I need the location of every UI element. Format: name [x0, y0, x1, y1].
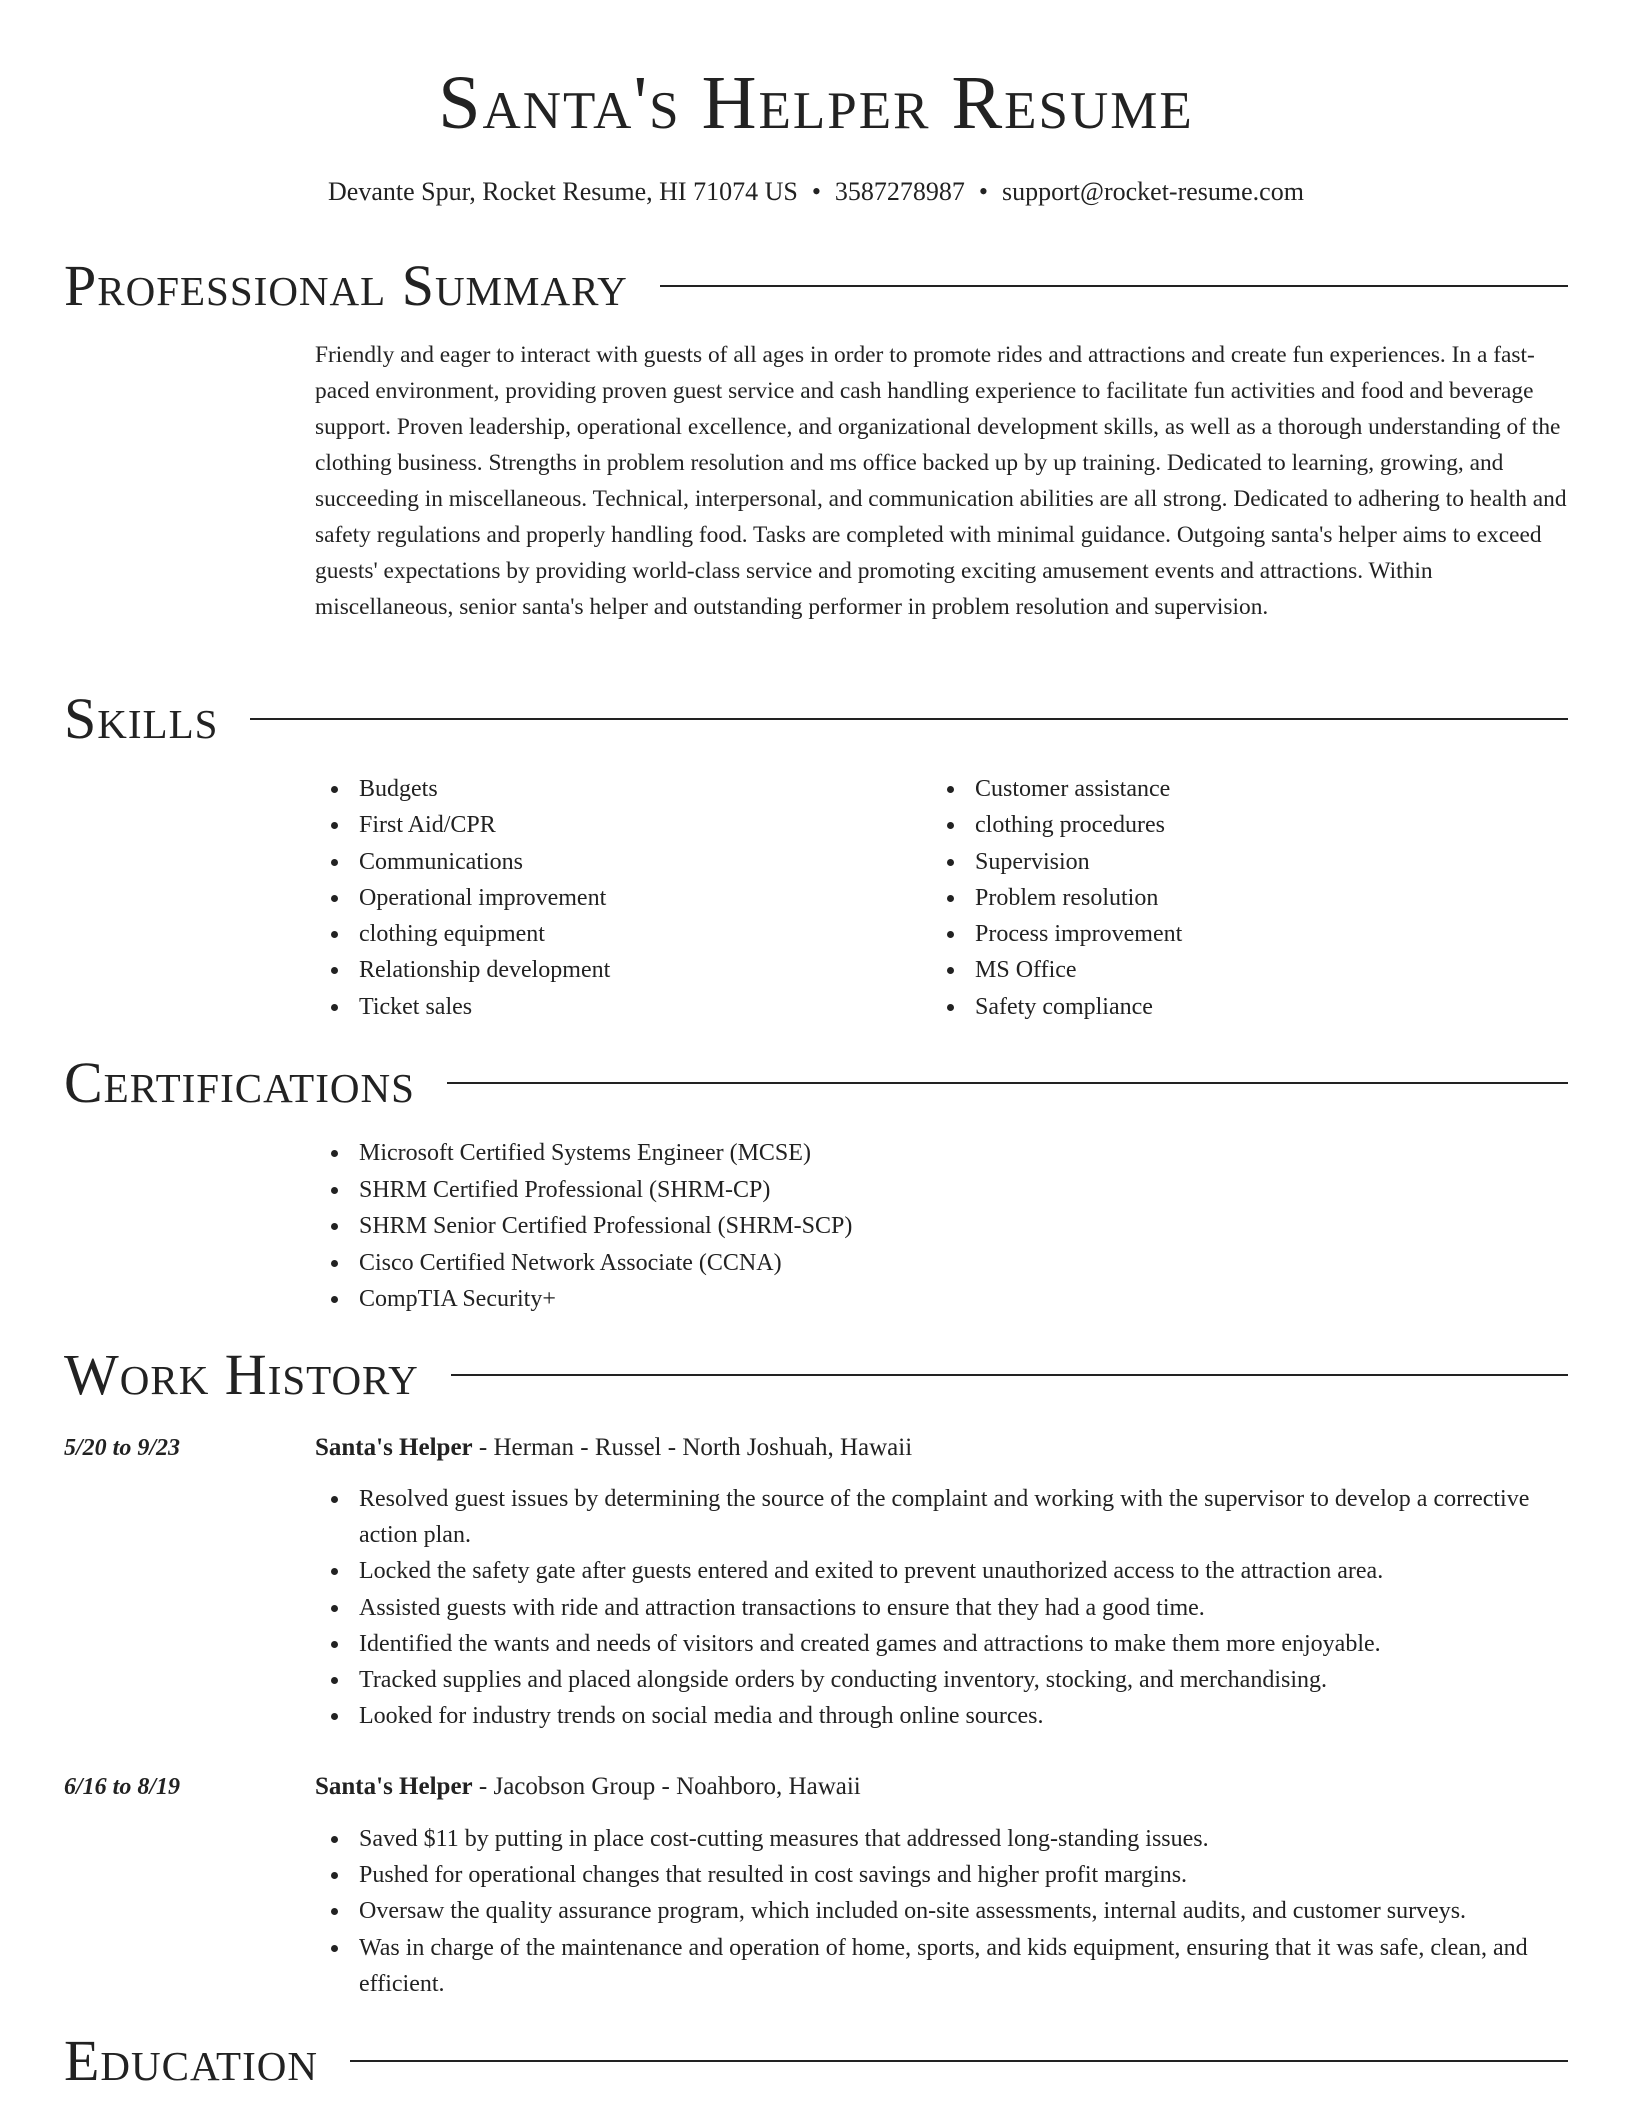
job-heading — [315, 1769, 1568, 1805]
section-professional-summary — [64, 253, 1568, 319]
contact-phone: 3587278987 — [834, 177, 965, 206]
contact-address: Devante Spur, Rocket Resume, HI 71074 US — [328, 177, 798, 206]
job-role: Santa's Helper — [315, 1773, 473, 1800]
certification-item: CompTIA Security+ — [315, 1281, 1568, 1318]
section-skills — [64, 686, 1568, 752]
skill-item: First Aid/CPR — [315, 807, 915, 843]
certification-item: SHRM Senior Certified Professional (SHRM-SCP) — [315, 1208, 1568, 1245]
skill-item: Process improvement — [931, 916, 1531, 952]
contact-separator: • — [978, 177, 989, 206]
contact-email: support@rocket-resume.com — [1002, 177, 1304, 206]
job-bullet: Locked the safety gate after guests entered and exited to prevent unauthorized access to the attraction area. — [315, 1553, 1568, 1589]
section-divider — [451, 1374, 1568, 1376]
section-title: Professional Summary — [64, 253, 628, 318]
section-title: Skills — [64, 686, 219, 751]
skill-item: Safety compliance — [931, 989, 1531, 1025]
job-dates: 5/20 to 9/23 — [64, 1435, 181, 1461]
certification-item: Microsoft Certified Systems Engineer (MCSE) — [315, 1135, 1568, 1172]
skill-item: Budgets — [315, 771, 915, 807]
job-bullet: Tracked supplies and placed alongside orders by conducting inventory, stocking, and merchandising. — [315, 1662, 1568, 1698]
section-divider — [660, 285, 1568, 287]
skills-list-right — [931, 771, 1531, 1025]
skill-item: MS Office — [931, 952, 1531, 988]
job-details: - Jacobson Group - Noahboro, Hawaii — [472, 1773, 861, 1800]
skill-item: Relationship development — [315, 952, 915, 988]
summary-text: Friendly and eager to interact with guests of all ages in order to promote rides and attractions and create fun experiences. In a fast-paced environment, providing proven guest service and cash handling experience to facilitate fun activities and food and beverage support. Proven leadership, operational excellence, and organizational development skills, as well as a thorough understanding of the clothing business. Strengths in problem resolution and ms office backed up by up training. Dedicated to learning, growing, and succeeding in miscellaneous. Technical, interpersonal, and communication abilities are all strong. Dedicated to adhering to health and safety regulations and properly handling food. Tasks are completed with minimal guidance. Outgoing santa's helper aims to exceed guests' expectations by providing world-class service and promoting exciting amusement events and attractions. Within miscellaneous, senior santa's helper and outstanding performer in problem resolution and supervision. — [315, 342, 1567, 620]
skills-list-left — [315, 771, 915, 1025]
certification-item: SHRM Certified Professional (SHRM-CP) — [315, 1172, 1568, 1209]
certifications-list — [315, 1135, 1568, 1318]
contact-separator: • — [811, 177, 821, 206]
job-bullets — [315, 1481, 1568, 1734]
job-role: Santa's Helper — [315, 1434, 473, 1461]
job-details: - Herman - Russel - North Joshuah, Hawaii — [472, 1434, 913, 1461]
job-bullet: Oversaw the quality assurance program, which included on-site assessments, internal audits, and customer surveys. — [315, 1893, 1568, 1929]
skill-item: Customer assistance — [931, 771, 1531, 807]
skill-item: Ticket sales — [315, 989, 915, 1025]
resume-title: Santa's Helper Resume — [438, 61, 1194, 145]
skill-item: Problem resolution — [931, 880, 1531, 916]
section-divider — [447, 1082, 1568, 1084]
section-certifications — [64, 1050, 1568, 1116]
job-bullet: Assisted guests with ride and attraction transactions to ensure that they had a good time. — [315, 1590, 1568, 1626]
section-title: Certifications — [64, 1050, 415, 1115]
job-dates: 6/16 to 8/19 — [64, 1774, 181, 1800]
contact-line — [0, 172, 1632, 212]
certification-item: Cisco Certified Network Associate (CCNA) — [315, 1245, 1568, 1282]
job-bullet: Resolved guest issues by determining the source of the complaint and working with the supervisor to develop a corrective action plan. — [315, 1481, 1568, 1553]
section-divider — [250, 718, 1568, 720]
job-bullet: Was in charge of the maintenance and operation of home, sports, and kids equipment, ensuring that it was safe, clean, and efficient. — [315, 1930, 1568, 2002]
job-heading — [315, 1430, 1568, 1466]
skill-item: clothing procedures — [931, 807, 1531, 843]
skill-item: Operational improvement — [315, 880, 915, 916]
section-education — [64, 2028, 1568, 2094]
job-bullet: Identified the wants and needs of visitors and created games and attractions to make them more enjoyable. — [315, 1626, 1568, 1662]
job-bullet: Saved $11 by putting in place cost-cutting measures that addressed long-standing issues. — [315, 1821, 1568, 1857]
section-work-history — [64, 1342, 1568, 1408]
job-bullet: Looked for industry trends on social media and through online sources. — [315, 1698, 1568, 1734]
section-divider — [350, 2060, 1568, 2062]
section-title: Work History — [64, 1342, 419, 1407]
skill-item: Communications — [315, 844, 915, 880]
section-title: Education — [64, 2028, 318, 2093]
skill-item: Supervision — [931, 844, 1531, 880]
job-bullet: Pushed for operational changes that resulted in cost savings and higher profit margins. — [315, 1857, 1568, 1893]
job-bullets — [315, 1821, 1568, 2002]
skill-item: clothing equipment — [315, 916, 915, 952]
